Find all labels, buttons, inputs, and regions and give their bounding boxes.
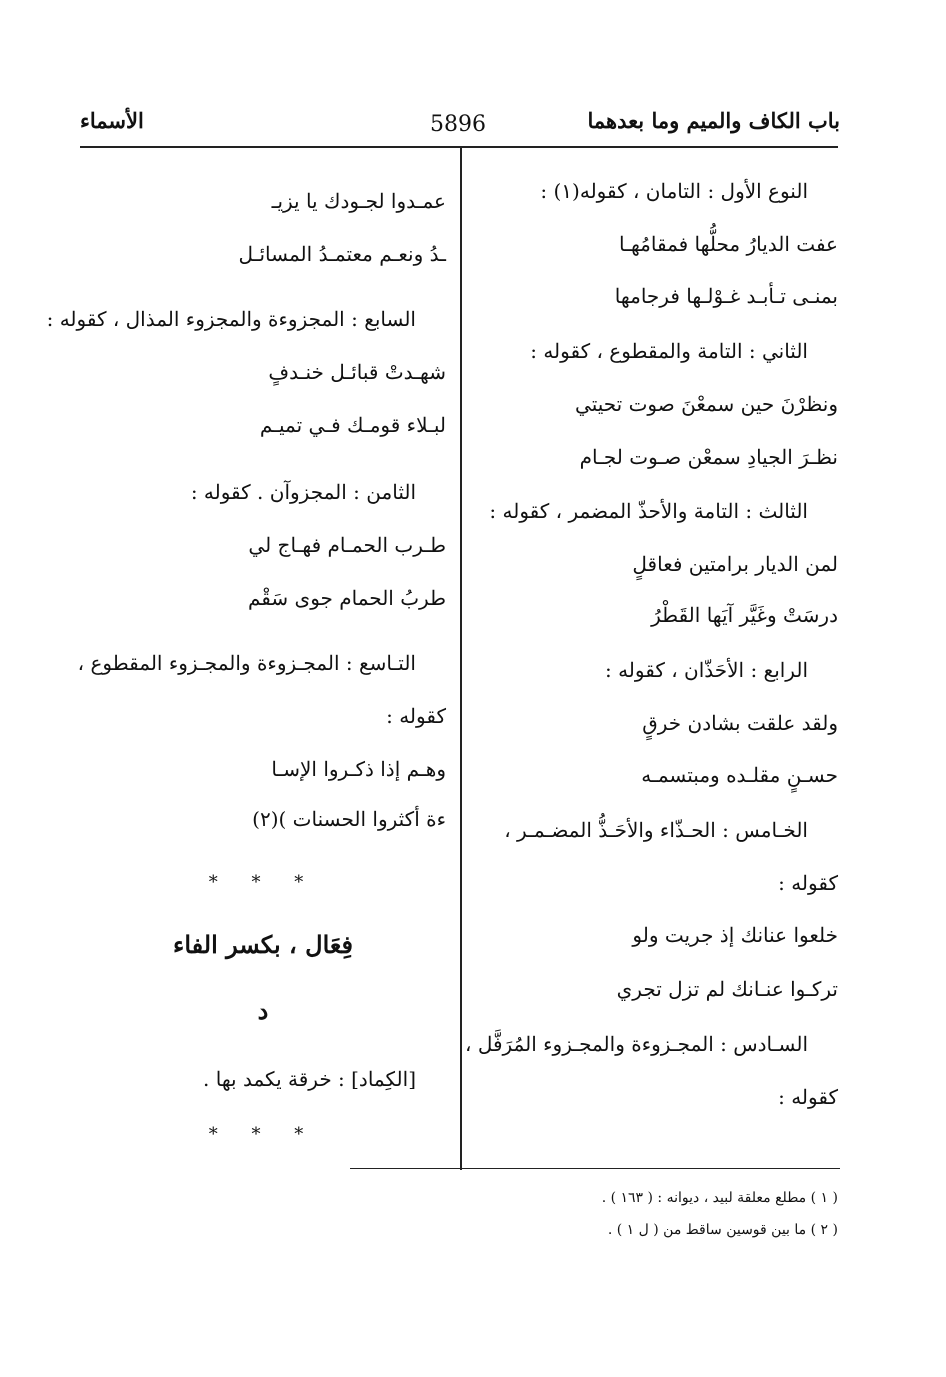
left-column-line: طـرب الحمـام فهـاج لي: [248, 533, 446, 557]
right-column-line: السـادس : المجـزوءة والمجـزوء المُرَفَّل ،: [465, 1032, 808, 1056]
footnote-1: ( ١ ) مطلع معلقة لبيد ، ديوانه : ( ١٦٣ ) .: [601, 1190, 838, 1206]
left-column-line: ءة أكثروا الحسنات )(٢): [252, 807, 446, 831]
left-column-line: الثامن : المجزوآن . كقوله :: [190, 480, 416, 504]
left-column-line: طربُ الحمام جوى سَقْم: [248, 586, 446, 610]
left-column-line: د: [257, 996, 269, 1025]
left-column-line: شهـدتْ قبائـل خنـدفٍ: [268, 360, 446, 384]
right-column-line: تركـوا عنـانك لم تزل تجري: [616, 977, 838, 1001]
left-column-line: السابع : المجزوءة والمجزوء المذال ، كقوله :: [46, 307, 416, 331]
footnote-rule: [350, 1168, 840, 1169]
left-column-line: وهـم إذا ذكـروا الإسـا: [271, 757, 446, 781]
left-column-line: * * *: [208, 1124, 318, 1145]
header-rule: [80, 146, 838, 148]
footnote-2: ( ٢ ) ما بين قوسين ساقط من ( ل ١ ) .: [607, 1222, 838, 1238]
right-column-line: بمنـى تـأبـد غـوْلـها فرجامها: [614, 284, 838, 308]
left-column-line: ـدُ ونعـم معتمـدُ المسائـل: [238, 242, 446, 266]
right-column-line: الرابع : الأحَذّان ، كقوله :: [604, 658, 808, 682]
left-column-line: كقوله :: [386, 704, 446, 728]
running-head-section: الأسماء: [80, 108, 144, 133]
right-column-line: درسَتْ وغَيَّر آيَها القَطْرُ: [651, 603, 838, 627]
right-column-line: ونظرْنَ حين سمعْنَ صوت تحيتي: [575, 392, 838, 416]
right-column-line: كقوله :: [778, 1085, 838, 1109]
left-column-line: التـاسع : المجـزوءة والمجـزوء المقطوع ،: [77, 651, 416, 675]
right-column-line: ولقد علقت بشادن خرقٍ: [642, 711, 838, 735]
page-number: 5896: [430, 112, 486, 137]
right-column-line: كقوله :: [778, 871, 838, 895]
column-divider: [460, 148, 462, 1170]
right-column-line: خلعوا عنانك إذ جريت ولو: [632, 923, 838, 947]
left-column-line: عمـدوا لجـودك يا يزيـ: [271, 189, 446, 213]
running-head-chapter: باب الكاف والميم وما بعدهما: [587, 108, 840, 133]
right-column-line: الثالث : التامة والأحذّ المضمر ، كقوله :: [489, 499, 808, 523]
right-column-line: عفت الديارُ محلُّها فمقامُهـا: [618, 232, 838, 256]
left-column-line: فِعَال ، بكسر الفاء: [173, 930, 353, 959]
right-column-line: النوع الأول : التامان ، كقوله(١) :: [540, 179, 808, 203]
right-column-line: حسـنٍ مقلـده ومبتسمـه: [641, 763, 838, 787]
left-column-line: * * *: [208, 872, 318, 893]
right-column-line: الخـامس : الحـذّاء والأحَـذُّ المضـمـر ،: [504, 818, 808, 842]
left-column-line: [الكِماد] : خرقة يكمد بها .: [203, 1067, 416, 1091]
left-column-line: لبـلاء قومـك فـي تميـم: [259, 413, 446, 437]
right-column-line: نظـرَ الجيادِ سمعْن صـوت لجـام: [579, 445, 838, 469]
right-column-line: الثاني : التامة والمقطوع ، كقوله :: [530, 339, 808, 363]
right-column-line: لمن الديار برامتين فعاقلٍ: [632, 552, 838, 576]
